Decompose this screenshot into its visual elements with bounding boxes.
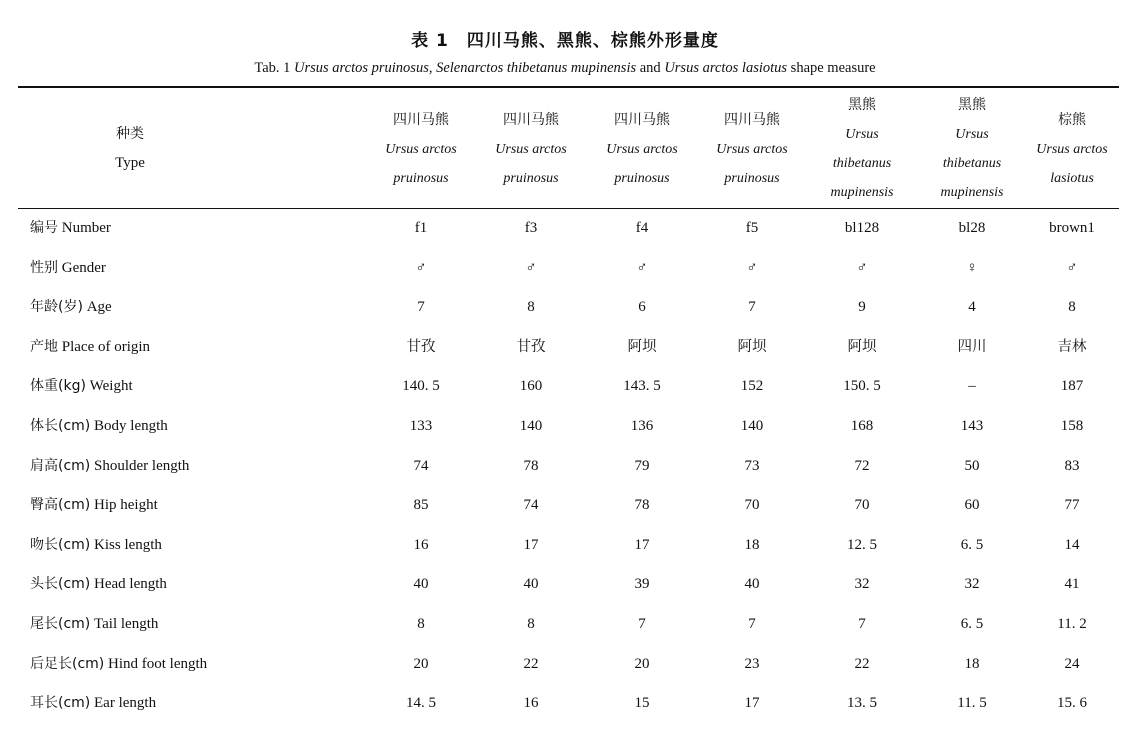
row-label-en: Hip height <box>90 497 158 514</box>
table-cell: ♂ <box>636 259 648 276</box>
table-cell: 17 <box>523 536 539 553</box>
species-name-1: Ursus arctos pruinosus <box>294 60 429 76</box>
column-header-latin: Ursus arctos <box>495 141 567 157</box>
row-label <box>30 408 168 444</box>
table-row <box>0 606 1130 642</box>
table-cell: f5 <box>745 220 759 236</box>
column-header-cn: 四川马熊 <box>614 111 670 128</box>
table-cell: 8 <box>417 616 425 632</box>
table-cell: 133 <box>409 418 433 434</box>
row-label-en: Place of origin <box>58 338 151 355</box>
table-cell: 22 <box>854 655 870 672</box>
row-label-cn: 尾长(cm) <box>30 616 91 632</box>
column-header-latin: mupinensis <box>830 185 894 200</box>
table-row <box>0 685 1130 721</box>
row-label <box>30 289 112 325</box>
table-cell: 甘孜 <box>406 338 436 355</box>
table-cell: 阿坝 <box>627 338 657 355</box>
column-header-latin: pruinosus <box>614 170 670 186</box>
row-label-cn: 臀高(cm) <box>30 497 91 514</box>
table-cell: 9 <box>858 299 866 316</box>
table-cell: f1 <box>414 220 428 236</box>
table-cell: 150. 5 <box>843 378 881 395</box>
table-cell: 四川 <box>957 338 987 355</box>
table-cell: 甘孜 <box>516 338 546 355</box>
table-cell: 17 <box>634 536 650 553</box>
row-label <box>30 329 150 365</box>
table-cell: 6 <box>638 299 646 316</box>
caption-prefix: Tab. 1 <box>254 60 295 76</box>
column-header <box>803 92 921 206</box>
table-cell: ♂ <box>856 259 868 276</box>
table-cell: 7 <box>638 616 646 632</box>
row-label-cn: 体重(kg) <box>30 378 86 395</box>
table-cell: 74 <box>413 457 429 474</box>
table-cell: 40 <box>744 576 760 593</box>
table-cell: 22 <box>523 655 539 672</box>
row-label-en: Head length <box>90 576 167 593</box>
table-row <box>0 487 1130 523</box>
table-cell: 79 <box>634 457 650 474</box>
table-cell: 7 <box>417 299 425 316</box>
row-label <box>30 606 158 642</box>
table-cell: 40 <box>413 576 429 593</box>
table-cell: 7 <box>748 299 756 316</box>
table-cell: 77 <box>1064 497 1080 514</box>
column-header-latin: thibetanus <box>942 156 1002 171</box>
table-cell: ♂ <box>525 259 537 276</box>
table-row <box>0 368 1130 404</box>
column-header-latin: pruinosus <box>724 170 780 186</box>
table-cell: 20 <box>634 655 650 672</box>
table-cell: 143. 5 <box>623 378 661 395</box>
table-cell: 73 <box>744 457 760 474</box>
header-type-cn: 种类 <box>116 126 144 142</box>
caption-suffix: shape measure <box>787 60 876 76</box>
table-cell: ♂ <box>746 259 758 276</box>
column-header-latin: thibetanus <box>832 156 892 171</box>
table-row <box>0 566 1130 602</box>
table-cell: 17 <box>744 695 760 712</box>
table-cell: ♀ <box>966 259 978 276</box>
table-cell: 60 <box>964 497 980 514</box>
table-title-en <box>0 60 1130 77</box>
row-label-en: Kiss length <box>90 536 162 553</box>
species-name-2: Selenarctos thibetanus mupinensis <box>436 60 637 76</box>
header-bottom-rule <box>18 208 1119 209</box>
species-name-3: Ursus arctos lasiotus <box>664 60 788 76</box>
table-cell: 40 <box>523 576 539 593</box>
table-cell: 160 <box>519 378 543 395</box>
column-header <box>1013 92 1130 206</box>
table-cell: brown1 <box>1049 220 1095 236</box>
table-cell: 14. 5 <box>406 695 436 712</box>
table-cell: 4 <box>968 299 976 316</box>
table-row <box>0 527 1130 563</box>
table-cell: 83 <box>1064 457 1080 474</box>
table-cell: 78 <box>523 457 539 474</box>
column-header-cn: 棕熊 <box>1058 111 1086 128</box>
table-cell: bl128 <box>844 220 880 236</box>
table-cell: ♂ <box>415 259 427 276</box>
row-label <box>30 527 162 563</box>
table-cell: f3 <box>524 220 538 236</box>
table-cell: bl28 <box>958 220 986 236</box>
table-cell: 11. 2 <box>1057 616 1087 632</box>
table-cell: 8 <box>1068 299 1076 316</box>
table-cell: ♂ <box>1066 259 1078 276</box>
table-cell: 8 <box>527 616 535 632</box>
column-header-latin: pruinosus <box>503 170 559 186</box>
row-label <box>30 566 167 602</box>
column-header-latin: Ursus arctos <box>716 141 788 157</box>
table-cell: 吉林 <box>1057 338 1087 355</box>
column-header-cn: 四川马熊 <box>393 111 449 128</box>
row-label-cn: 耳长(cm) <box>30 695 91 712</box>
table-cell: 12. 5 <box>847 536 877 553</box>
table-cell: – <box>968 378 976 395</box>
row-label-cn: 年龄(岁) <box>30 299 83 316</box>
table-cell: 16 <box>523 695 539 712</box>
table-cell: 74 <box>523 497 539 514</box>
caption-and: and <box>636 60 665 76</box>
table-row <box>0 646 1130 682</box>
column-header <box>583 92 701 206</box>
table-cell: 阿坝 <box>737 338 767 355</box>
table-cell: 50 <box>964 457 980 474</box>
table-cell: 8 <box>527 299 535 316</box>
table-cell: 7 <box>858 616 866 632</box>
table-cell: 14 <box>1064 536 1080 553</box>
table-row <box>0 210 1130 246</box>
table-row <box>0 250 1130 286</box>
row-label-en: Gender <box>58 259 106 276</box>
table-top-rule <box>18 86 1119 88</box>
row-label-cn: 产地 <box>30 338 58 355</box>
table-cell: 140. 5 <box>402 378 440 395</box>
row-label <box>30 487 158 523</box>
table-cell: 24 <box>1064 655 1080 672</box>
column-header-cn: 四川马熊 <box>503 111 559 128</box>
table-cell: 168 <box>850 418 874 434</box>
table-cell: 13. 5 <box>847 695 877 712</box>
table-cell: 78 <box>634 497 650 514</box>
table-cell: 39 <box>634 576 650 593</box>
table-cell: 152 <box>740 378 764 395</box>
table-cell: 70 <box>854 497 870 514</box>
row-label-en: Ear length <box>90 695 157 712</box>
table-cell: 6. 5 <box>960 616 984 632</box>
column-header-latin: Ursus arctos <box>1036 141 1108 157</box>
table-cell: 18 <box>964 655 980 672</box>
row-label <box>30 210 111 246</box>
table-cell: 16 <box>413 536 429 553</box>
table-cell: 140 <box>740 418 764 434</box>
row-label-en: Shoulder length <box>90 457 190 474</box>
table-cell: 72 <box>854 457 870 474</box>
table-cell: 15. 6 <box>1057 695 1087 712</box>
row-label-cn: 后足长(cm) <box>30 655 105 672</box>
header-type-en: Type <box>115 155 145 171</box>
row-label <box>30 448 189 484</box>
table-cell: 20 <box>413 655 429 672</box>
row-label-cn: 性别 <box>30 259 58 276</box>
row-label <box>30 685 156 721</box>
row-label-en: Weight <box>85 378 133 395</box>
row-label-cn: 体长(cm) <box>30 418 91 434</box>
table-cell: 136 <box>630 418 654 434</box>
row-label-cn: 头长(cm) <box>30 576 91 593</box>
row-label <box>30 250 106 286</box>
column-header <box>472 92 590 206</box>
table-cell: 23 <box>744 655 760 672</box>
column-header <box>362 92 480 206</box>
table-cell: 阿坝 <box>847 338 877 355</box>
table-row <box>0 289 1130 325</box>
column-header <box>693 92 811 206</box>
table-title-cn: 表 1 四川马熊、黑熊、棕熊外形量度 <box>411 31 719 51</box>
table-row <box>0 448 1130 484</box>
row-label-en: Hind foot length <box>104 655 208 672</box>
table-cell: 143 <box>960 418 984 434</box>
row-label <box>30 368 133 404</box>
row-label-cn: 编号 <box>30 220 58 236</box>
table-cell: 32 <box>854 576 870 593</box>
table-row <box>0 408 1130 444</box>
caption-separator: , <box>428 60 437 76</box>
row-label-en: Age <box>82 299 112 316</box>
table-cell: 41 <box>1064 576 1080 593</box>
table-cell: 18 <box>744 536 760 553</box>
column-header-latin: mupinensis <box>940 185 1004 200</box>
table-cell: 187 <box>1060 378 1084 395</box>
table-cell: 140 <box>519 418 543 434</box>
column-header-latin: Ursus <box>845 127 879 142</box>
column-header-latin: Ursus arctos <box>385 141 457 157</box>
table-cell: 15 <box>634 695 650 712</box>
table-cell: 70 <box>744 497 760 514</box>
table-cell: 11. 5 <box>957 695 987 712</box>
row-label-en: Number <box>58 220 111 236</box>
row-label-en: Body length <box>90 418 168 434</box>
column-header-cn: 四川马熊 <box>724 111 780 128</box>
column-header-cn: 黑熊 <box>958 97 986 113</box>
header-type <box>40 92 220 206</box>
table-cell: 158 <box>1060 418 1084 434</box>
column-header-latin: Ursus <box>955 127 989 142</box>
table-cell: 85 <box>413 497 429 514</box>
column-header-cn: 黑熊 <box>848 97 876 113</box>
row-label-cn: 吻长(cm) <box>30 536 91 553</box>
column-header-latin: pruinosus <box>393 170 449 186</box>
row-label <box>30 646 207 682</box>
column-header-latin: lasiotus <box>1050 170 1094 186</box>
column-header-latin: Ursus arctos <box>606 141 678 157</box>
table-row <box>0 329 1130 365</box>
row-label-en: Tail length <box>90 616 159 632</box>
table-cell: 6. 5 <box>960 536 984 553</box>
table-cell: 32 <box>964 576 980 593</box>
row-label-cn: 肩高(cm) <box>30 457 91 474</box>
table-cell: f4 <box>635 220 649 236</box>
table-cell: 7 <box>748 616 756 632</box>
